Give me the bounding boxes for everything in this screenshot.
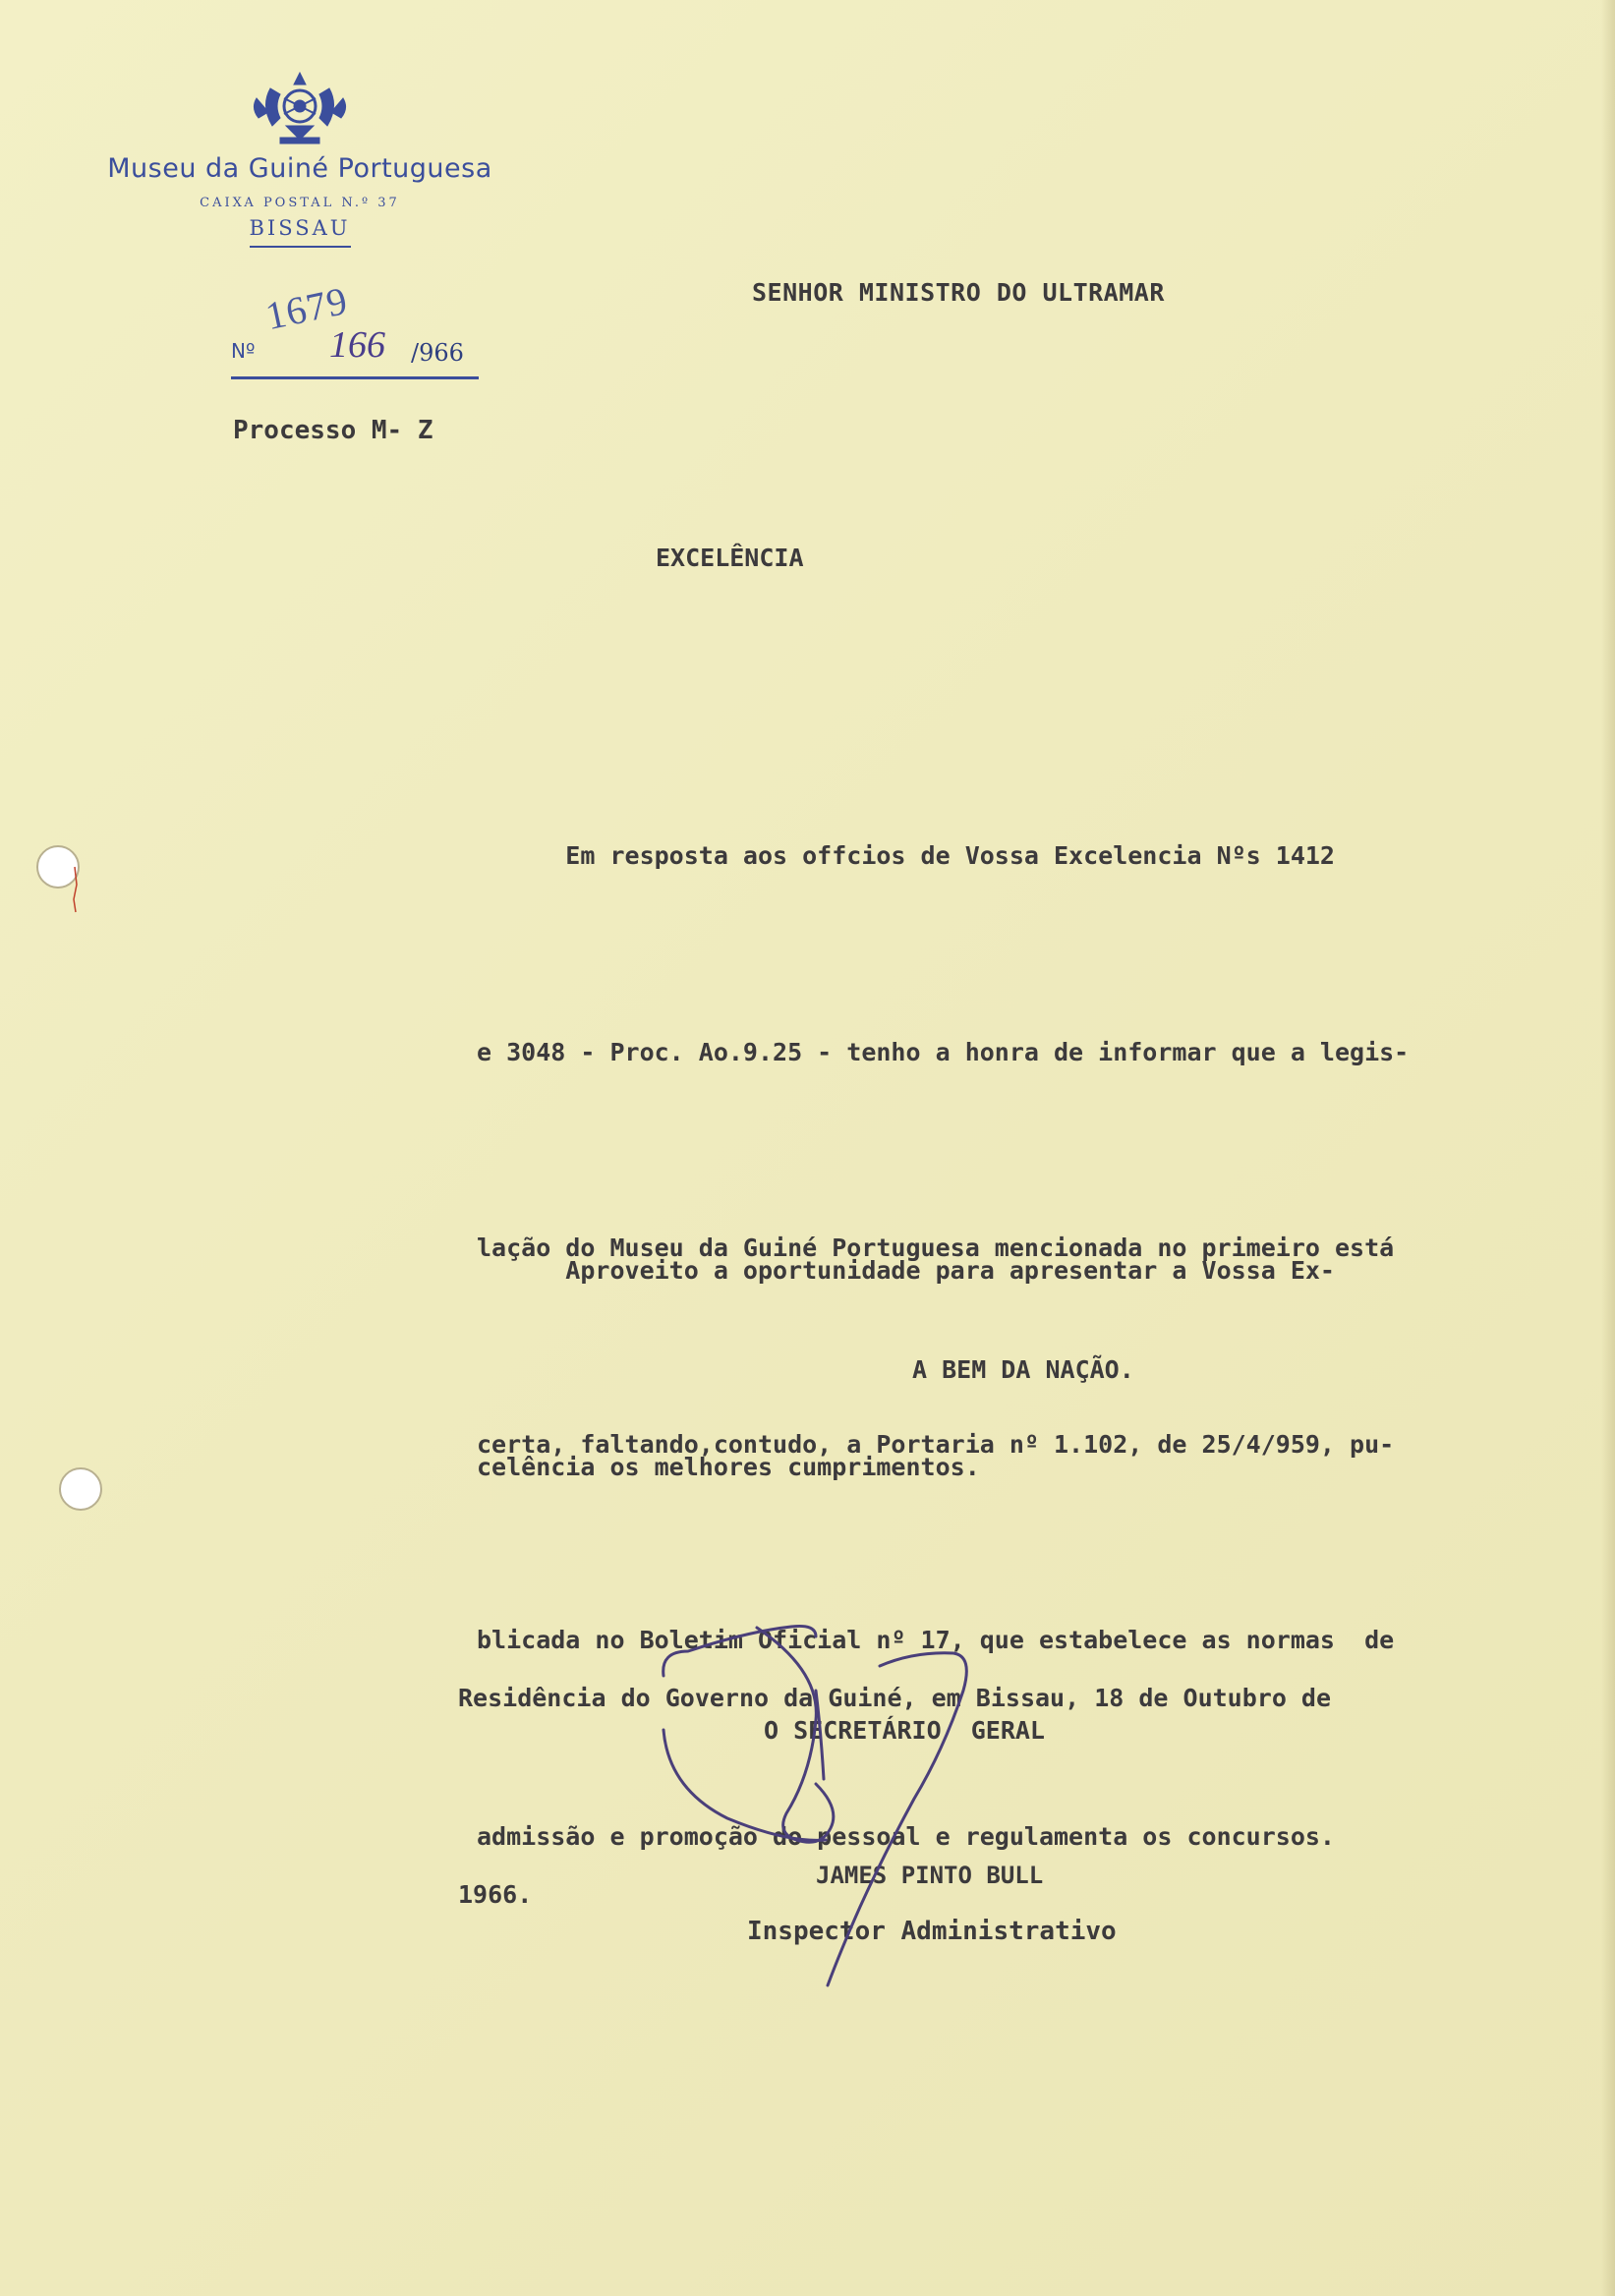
signatory-role: O SECRETÁRIO GERAL (764, 1716, 1045, 1745)
registration-year: /966 (411, 339, 464, 367)
closing-line: celência os melhores cumprimentos. (477, 1452, 980, 1481)
salutation: EXCELÊNCIA (656, 544, 804, 572)
punch-hole-bottom (59, 1467, 102, 1511)
museum-name: Museu da Guiné Portuguesa (107, 153, 492, 184)
processo-reference: Processo M- Z (233, 416, 433, 445)
body-line: lação do Museu da Guiné Portuguesa mencionada no primeiro está (477, 1234, 1395, 1262)
signatory-name: JAMES PINTO BULL (816, 1862, 1044, 1889)
place-date-line: Residência do Governo da Guiné, em Bissau, 18 de Outubro de (458, 1684, 1332, 1712)
handwritten-signature (649, 1612, 1121, 2025)
postal-box: CAIXA POSTAL N.º 37 (200, 196, 400, 210)
addressee: SENHOR MINISTRO DO ULTRAMAR (752, 278, 1165, 307)
red-tear-mark (71, 865, 79, 914)
body-line: e 3048 - Proc. Ao.9.25 - tenho a honra de informar que a legis- (477, 1037, 1410, 1066)
registration-prefix: Nº (231, 339, 256, 363)
signatory-title: Inspector Administrativo (747, 1917, 1117, 1946)
page-edge-shadow (1601, 0, 1615, 2296)
body-line: Em resposta aos offcios de Vossa Excelencia Nºs 1412 (477, 841, 1335, 870)
body-line: certa, faltando,contudo, a Portaria nº 1.102, de 25/4/959, pu- (477, 1429, 1395, 1459)
closing-line: Aproveito a oportunidade para apresentar a Vossa Ex- (477, 1256, 1335, 1285)
place-date-line: 1966. (458, 1879, 533, 1909)
body-line: blicada no Boletim Oficial nº 17, que estabelece as normas de (477, 1626, 1395, 1654)
registration-underline (231, 376, 479, 379)
registration-stamp-number: 1679 (261, 277, 352, 339)
city: BISSAU (250, 216, 351, 248)
crest-icon (251, 69, 349, 147)
body-line: admissão e promoção do pessoal e regulamenta os concursos. (477, 1821, 1335, 1851)
letterhead (79, 69, 521, 248)
motto: A BEM DA NAÇÃO. (912, 1355, 1134, 1384)
registration-handwritten-number: 166 (329, 324, 385, 366)
